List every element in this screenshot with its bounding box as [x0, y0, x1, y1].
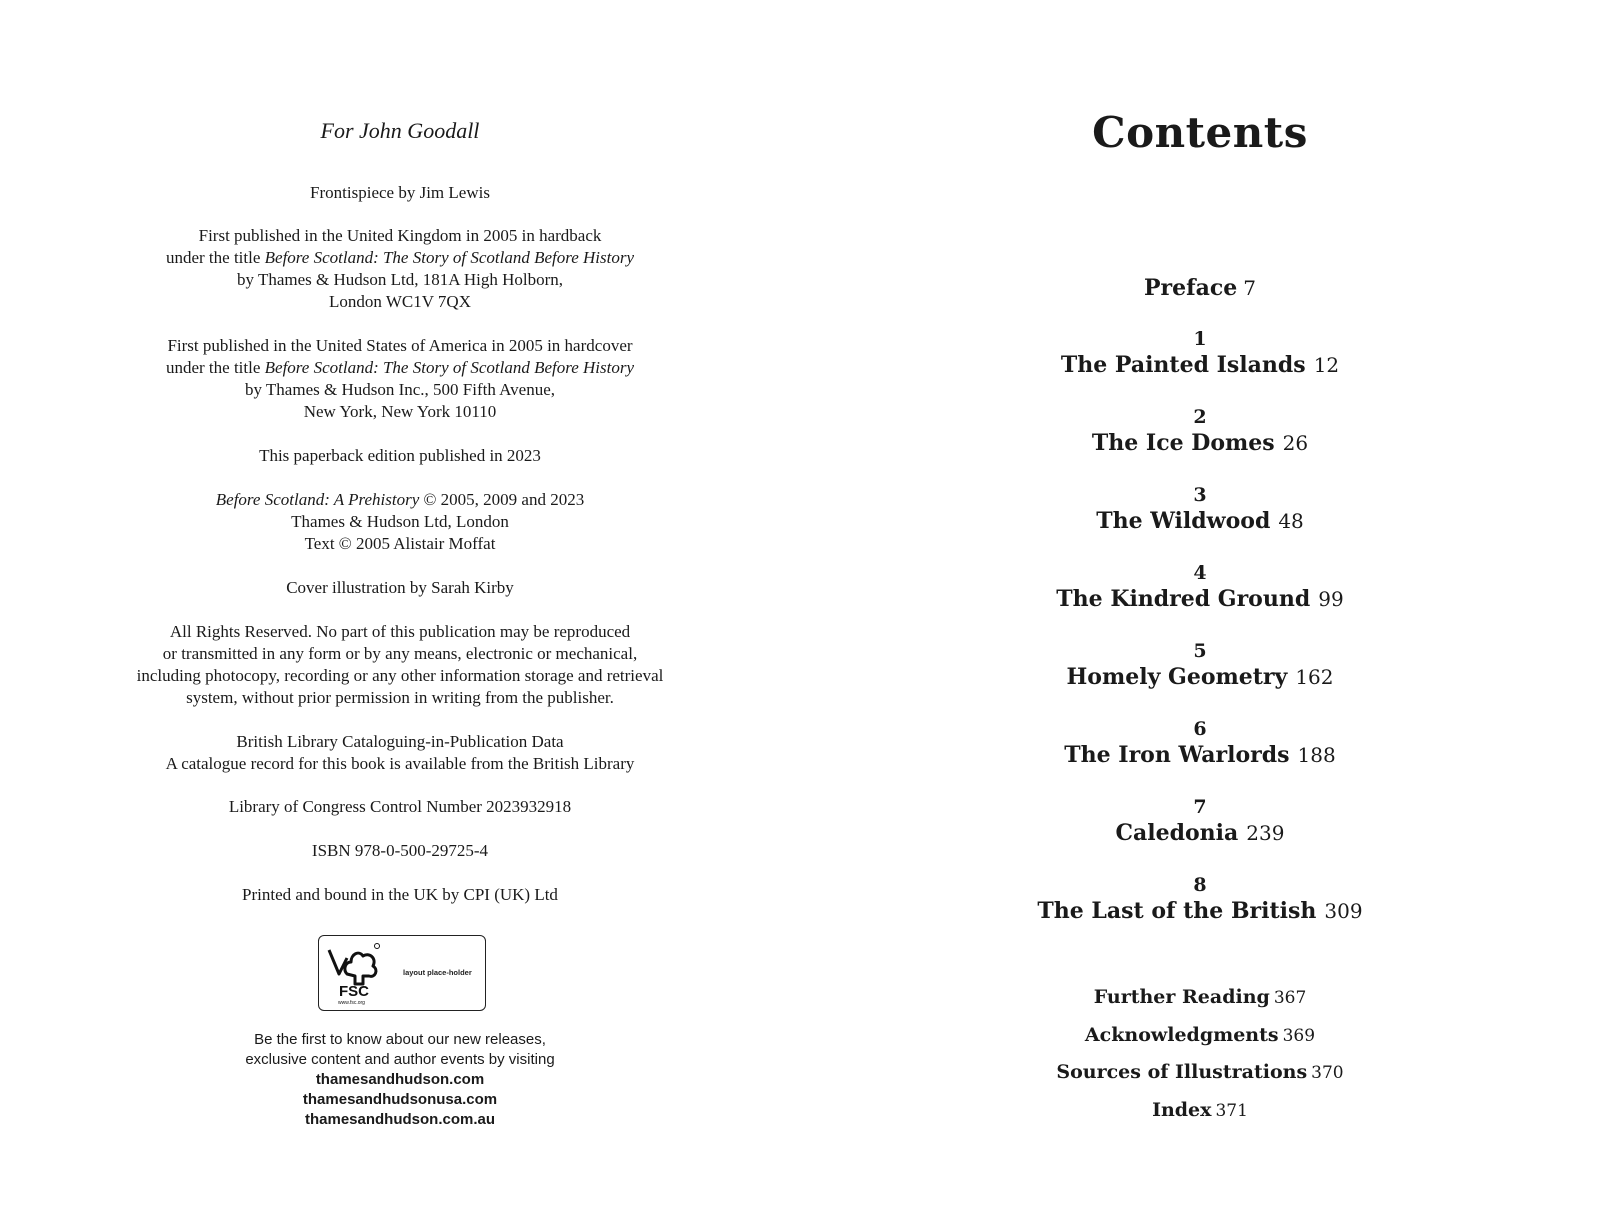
chapter-title: The Kindred Ground — [1056, 586, 1311, 612]
chapter-title: Caledonia — [1115, 820, 1239, 846]
promo-line: exclusive content and author events by visiting — [245, 1051, 555, 1068]
cip-line: British Library Cataloguing-in-Publication Data — [236, 732, 564, 751]
fsc-logo-box — [318, 935, 486, 1011]
cip-block — [0, 731, 800, 775]
website-link[interactable]: thamesandhudson.com — [315, 1071, 485, 1088]
toc-chapter — [800, 796, 1600, 848]
toc-chapter — [800, 484, 1600, 536]
toc-title: Index — [1152, 1099, 1212, 1121]
svg-text:www.fsc.org: www.fsc.org — [338, 1000, 365, 1006]
toc-title: Preface — [1144, 275, 1238, 301]
chapter-page: 26 — [1282, 431, 1309, 455]
uk-line-2: under the title Before Scotland: The Story of Scotland Before History — [165, 248, 635, 267]
promo-block — [0, 1030, 800, 1130]
chapter-number: 1 — [1193, 328, 1207, 350]
chapter-page: 162 — [1295, 665, 1334, 689]
rights-line: All Rights Reserved. No part of this publication may be reproduced — [169, 622, 631, 641]
chapter-title: The Wildwood — [1096, 508, 1271, 534]
website-link[interactable]: thamesandhudson.com.au — [304, 1111, 496, 1128]
toc-chapter — [800, 562, 1600, 614]
toc-back-matter — [800, 986, 1600, 1008]
chapter-page: 309 — [1324, 899, 1363, 923]
cover-credit: Cover illustration by Sarah Kirby — [286, 578, 514, 597]
toc-back-matter — [800, 1024, 1600, 1046]
uk-publication-block — [0, 225, 800, 313]
chapter-title: The Last of the British — [1037, 898, 1317, 924]
us-line-2: under the title Before Scotland: The Story of Scotland Before History — [165, 358, 635, 377]
paperback-edition: This paperback edition published in 2023 — [259, 446, 541, 465]
toc-title: Sources of Illustrations — [1056, 1061, 1308, 1083]
fsc-placeholder-text: layout place-holder — [403, 968, 472, 977]
dedication: For John Goodall — [320, 118, 480, 143]
rights-line: system, without prior permission in writing from the publisher. — [186, 688, 614, 707]
toc-page: 369 — [1282, 1026, 1316, 1046]
chapter-page: 239 — [1246, 821, 1285, 845]
chapter-number: 6 — [1193, 718, 1207, 740]
toc-back-matter — [800, 1061, 1600, 1083]
chapter-number: 5 — [1193, 640, 1207, 662]
uk-line-4: London WC1V 7QX — [329, 292, 471, 311]
uk-line-1: First published in the United Kingdom in 2005 in hardback — [198, 226, 602, 245]
promo-line: Be the first to know about our new releases, — [254, 1031, 546, 1048]
toc-chapter — [800, 718, 1600, 770]
toc-preface — [800, 275, 1600, 301]
copyright-line-2: Thames & Hudson Ltd, London — [291, 512, 509, 531]
toc-page: 367 — [1273, 988, 1307, 1008]
chapter-title: Homely Geometry — [1066, 664, 1288, 690]
toc-page: 370 — [1311, 1063, 1344, 1083]
chapter-number: 2 — [1193, 406, 1207, 428]
chapter-title: The Iron Warlords — [1064, 742, 1290, 768]
toc-chapter — [800, 874, 1600, 926]
chapter-number: 8 — [1193, 874, 1207, 896]
isbn: ISBN 978-0-500-29725-4 — [311, 841, 489, 860]
printer-credit: Printed and bound in the UK by CPI (UK) Ltd — [242, 885, 558, 904]
chapter-page: 12 — [1313, 353, 1340, 377]
toc-back-matter — [800, 1099, 1600, 1121]
toc-chapter — [800, 328, 1600, 380]
copyright-line-1: Before Scotland: A Prehistory © 2005, 2009 and 2023 — [215, 490, 585, 509]
chapter-page: 48 — [1278, 509, 1304, 533]
cip-line: A catalogue record for this book is available from the British Library — [165, 754, 635, 773]
chapter-title: The Painted Islands — [1060, 352, 1306, 378]
fsc-tree-icon — [325, 940, 385, 1006]
chapter-number: 3 — [1193, 484, 1207, 506]
copyright-line-3: Text © 2005 Alistair Moffat — [304, 534, 496, 553]
uk-line-3: by Thames & Hudson Ltd, 181A High Holborn, — [237, 270, 563, 289]
toc-page: 371 — [1215, 1101, 1248, 1121]
toc-title: Further Reading — [1093, 986, 1270, 1008]
toc-title: Acknowledgments — [1084, 1024, 1279, 1046]
copyright-block — [0, 489, 800, 555]
svg-text:FSC: FSC — [339, 983, 369, 1000]
us-publication-block — [0, 335, 800, 423]
chapter-number: 4 — [1193, 562, 1207, 584]
chapter-page: 99 — [1318, 587, 1344, 611]
chapter-page: 188 — [1297, 743, 1336, 767]
toc-chapter — [800, 406, 1600, 458]
contents-page — [800, 0, 1600, 1228]
us-line-3: by Thames & Hudson Inc., 500 Fifth Avenue, — [244, 380, 556, 399]
frontispiece-credit: Frontispiece by Jim Lewis — [310, 183, 490, 202]
chapter-number: 7 — [1193, 796, 1207, 818]
chapter-title: The Ice Domes — [1091, 430, 1275, 456]
us-line-1: First published in the United States of America in 2005 in hardcover — [167, 336, 633, 355]
loc-number: Library of Congress Control Number 2023932918 — [228, 797, 572, 816]
contents-heading: Contents — [1092, 108, 1308, 157]
toc-chapter — [800, 640, 1600, 692]
toc-page: 7 — [1243, 276, 1256, 300]
rights-block — [0, 621, 800, 709]
rights-line: or transmitted in any form or by any means, electronic or mechanical, — [162, 644, 638, 663]
website-link[interactable]: thamesandhudsonusa.com — [302, 1091, 498, 1108]
us-line-4: New York, New York 10110 — [303, 402, 497, 421]
rights-line: including photocopy, recording or any other information storage and retrieval — [136, 666, 664, 685]
